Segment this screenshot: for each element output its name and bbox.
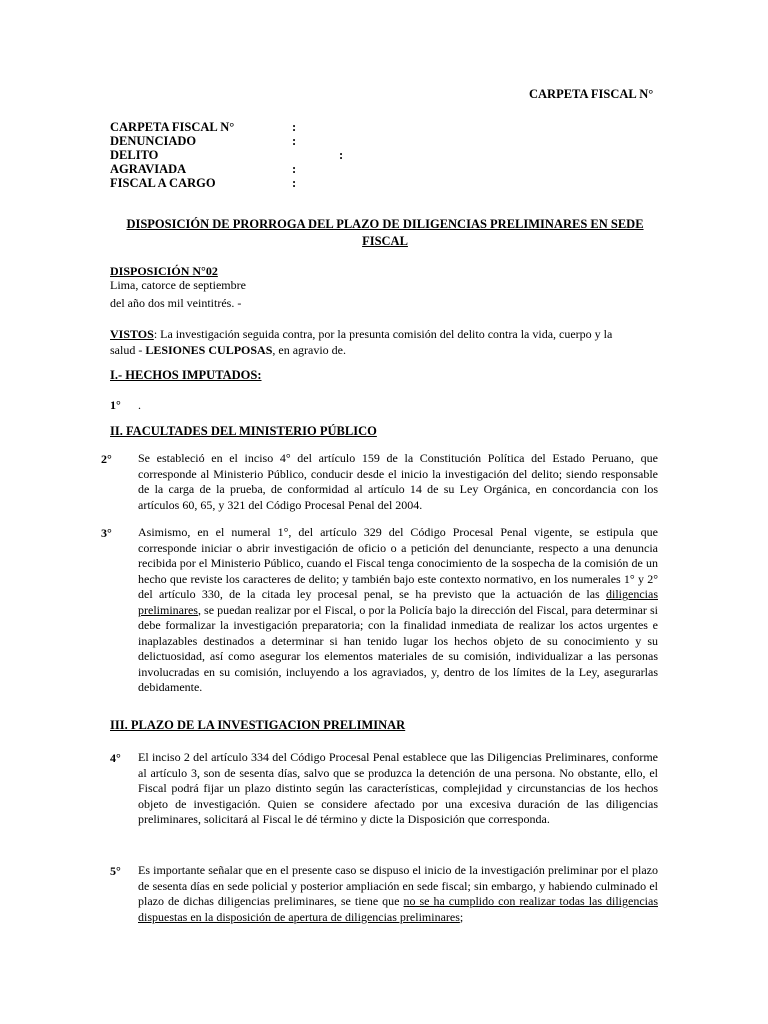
disposicion-number: DISPOSICIÓN N°02 (110, 264, 218, 278)
item-5-underlined: no se ha cumplido con realizar todas las diligencias dispuestas en la disposición de apertura de diligencias preliminares (138, 894, 658, 924)
vistos-line-2 (110, 342, 346, 358)
vistos-text-1: : La investigación seguida contra, por la presunta comisión del delito contra la vida, cuerpo y la (153, 327, 613, 341)
date-line-2: del año dos mil veintitrés. - (110, 296, 242, 310)
field-label-denunciado: DENUNCIADO (110, 134, 197, 148)
field-sep-delito: : (339, 148, 344, 162)
vistos-text-2c: , en agravio de. (272, 343, 347, 357)
item-1-number: 1° (110, 398, 121, 412)
field-label-delito: DELITO (110, 148, 159, 162)
section-hechos-imputados: I.- HECHOS IMPUTADOS: (110, 368, 262, 382)
item-4-paragraph: El inciso 2 del artículo 334 del Código Procesal Penal establece que las Diligencias Preliminares, conforme al artículo 3, son de sesenta días, salvo que se produzca la detención de una persona. No obstante, ello, el Fiscal podrá fijar un plazo distinto según las características, complejidad y circunstancias de los hechos objeto de investigación. Quien se considere afectado por una excesiva duración de las diligencias preliminares, solicitará al Fiscal le dé término y dicte la Disposición que corresponda. (138, 750, 658, 826)
field-sep-carpeta: : (292, 120, 297, 134)
item-5-number: 5° (110, 864, 121, 878)
item-3-text-a: Asimismo, en el numeral 1°, del artículo 329 del Código Procesal Penal vigente, se estipula que corresponde iniciar o abrir investigación de oficio o a petición del denunciante, respecto a una denuncia recibida por el Ministerio Público, cuando el Fiscal tenga conocimiento de la sospecha de la comisión de un hecho que reviste los caracteres de delito; y también bajo este contexto normativo, en los numerales 1° y 2° del artículo 330, de la citada ley procesal penal, se ha previsto que la actuación de las (138, 525, 658, 601)
document-title: DISPOSICIÓN DE PRORROGA DEL PLAZO DE DILIGENCIAS PRELIMINARES EN SEDE FISCAL (126, 217, 644, 248)
date-line-1: Lima, catorce de septiembre (110, 278, 246, 292)
item-5-paragraph (138, 863, 658, 925)
field-sep-denunciado: : (292, 134, 297, 148)
field-sep-agraviada: : (292, 162, 297, 176)
section-facultades: II. FACULTADES DEL MINISTERIO PÚBLICO (110, 424, 377, 438)
field-sep-fiscal: : (292, 176, 297, 190)
field-label-carpeta: CARPETA FISCAL N° (110, 120, 235, 134)
item-3-number: 3° (101, 526, 112, 540)
item-5-text-a: Es importante señalar que en el presente caso se dispuso el inicio de la investigación preliminar por el plazo de sesenta días en sede policial y posterior ampliación en sede fiscal; sin embargo, y habiendo culminado el plazo de dichas diligencias preliminares, se tiene que (138, 863, 658, 908)
item-5-text-b: ; (459, 909, 464, 924)
item-2-number: 2° (101, 452, 112, 466)
item-2-paragraph: Se estableció en el inciso 4° del artículo 159 de la Constitución Política del Estado Peruano, que corresponde al Ministerio Público, conducir desde el inicio la investigación del delito; siendo responsable de la carga de la prueba, de conformidad al artículo 14 de su Ley Orgánica, en concordancia con los artículos 60, 65, y 321 del Código Procesal Penal del 2004. (138, 451, 658, 512)
vistos-line-1 (110, 326, 660, 342)
field-label-fiscal: FISCAL A CARGO (110, 176, 216, 190)
field-label-agraviada: AGRAVIADA (110, 162, 187, 176)
item-3-text-b: , se puedan realizar por el Fiscal, o por la Policía bajo la dirección del Fiscal, para determinar si debe formalizar la investigación preparatoria; con la finalidad inmediata de realizar los actos urgentes e inaplazables destinados a determinar si han tenido lugar los hechos objeto de su conocimiento y su delictuosidad, así como asegurar los elementos materiales de su comisión, individualizar a las personas involucradas en su comisión, incluyendo a los agraviados, y, dentro de los límites de la Ley, asegurarlas debidamente. (138, 602, 658, 694)
item-3-paragraph (138, 525, 658, 696)
vistos-text-2a: salud - (110, 343, 146, 357)
item-3-underlined: diligencias preliminares (138, 587, 658, 617)
header-carpeta-fiscal: CARPETA FISCAL N° (529, 87, 654, 101)
item-1-text: . (138, 398, 141, 412)
vistos-offense: LESIONES CULPOSAS (145, 343, 273, 357)
section-plazo: III. PLAZO DE LA INVESTIGACION PRELIMINAR (110, 718, 406, 732)
vistos-label: VISTOS (110, 327, 154, 341)
item-4-number: 4° (110, 751, 121, 765)
